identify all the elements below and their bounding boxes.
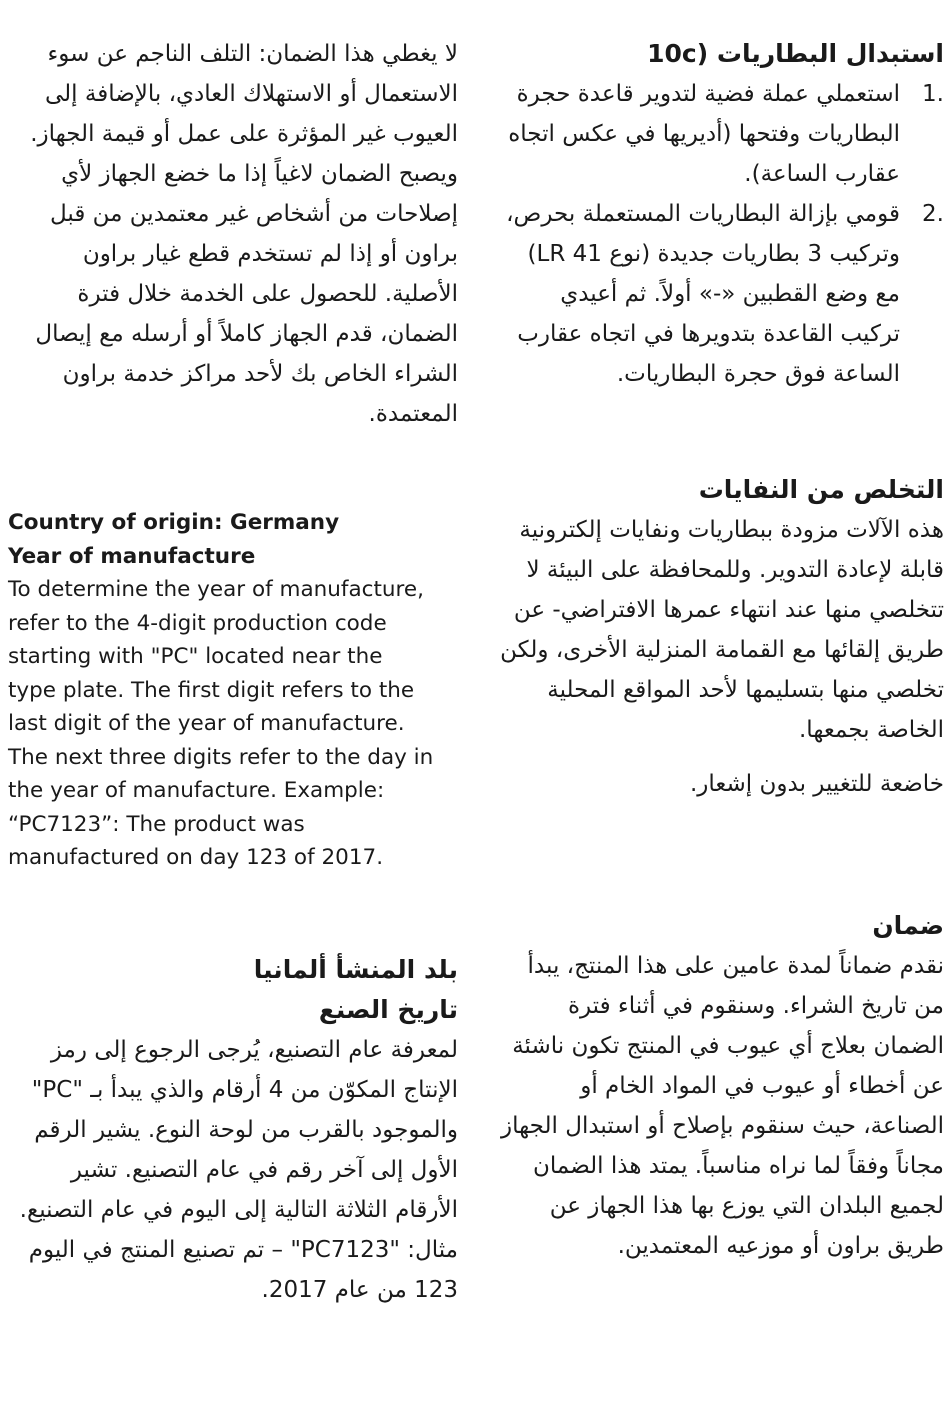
origin-line: starting with "PC" located near the (8, 644, 383, 669)
step-text: استعملي عملة فضية لتدوير قاعدة حجرة البطاريات وفتحها (أديريها في عكس اتجاه عقارب الساعة). (508, 81, 900, 187)
origin-arabic-section (8, 950, 458, 1310)
country-of-origin: Country of origin: Germany (8, 510, 340, 535)
origin-english-section (8, 506, 478, 875)
disposal-text: هذه الآلات مزودة ببطاريات ونفايات إلكترونية قابلة لإعادة التدوير. وللمحافظة على البيئة لا تتخلصي منها عند انتهاء عمرها الافتراضي- عن طريق إلقائها مع القمامة المنزلية الأخرى، ولكن تخلصي منها بتسليمها لأحد المواقع المحلية الخاصة بجمعها. (500, 517, 944, 743)
warranty-section (497, 906, 944, 1266)
year-heading-ar: تاريخ الصنع (318, 995, 458, 1024)
warranty-text: نقدم ضماناً لمدة عامين على هذا المنتج، يبدأ من تاريخ الشراء. وسنقوم في أثناء فترة الضمان بعلاج أي عيوب في المنتج تكون ناشئة عن أخطاء أو عيوب في المواد الخام أو الصناعة، حيث سنقوم بإصلاح أو استبدال الجهاز مجاناً وفقاً لما نراه مناسباً. يمتد هذا الضمان لجميع البلدان التي يوزع بها هذا الجهاز عن طريق براون أو موزعيه المعتمدين. (500, 953, 944, 1259)
step-text: قومي بإزالة البطاريات المستعملة بحرص، وتركيب 3 بطاريات جديدة (نوع LR 41) مع وضع القطبين «-» أولاً. ثم أعيدي تركيب القاعدة بتدويرها في اتجاه عقارب الساعة فوق حجرة البطاريات. (506, 201, 900, 387)
origin-text-ar: لمعرفة عام التصنيع، يُرجى الرجوع إلى رمز الإنتاج المكوّن من 4 أرقام والذي يبدأ بـ "PC" والموجود بالقرب من لوحة النوع. يشير الرقم الأول إلى آخر رقم في عام التصنيع. تشير الأرقام الثلاثة التالية إلى اليوم في عام التصنيع. مثال: "PC7123" – تم تصنيع المنتج في اليوم 123 من عام 2017. (19, 1037, 458, 1303)
origin-line: type plate. The first digit refers to the (8, 677, 415, 703)
disposal-heading: التخلص من النفايات (698, 475, 944, 504)
origin-line: The next three digits refer to the day in (8, 744, 434, 770)
warranty-heading: ضمان (872, 911, 944, 940)
change-notice: خاضعة للتغيير بدون إشعار. (690, 771, 944, 797)
battery-step-2 (497, 194, 944, 394)
battery-heading: استبدال البطاريات (10c (647, 39, 944, 68)
origin-line: To determine the year of manufacture, (8, 577, 424, 602)
origin-line: last digit of the year of manufacture. (8, 711, 405, 736)
step-number: 2. (922, 201, 944, 227)
origin-line: the year of manufacture. Example: (8, 778, 385, 803)
step-number: 1. (922, 81, 944, 107)
battery-step-1 (497, 74, 944, 194)
origin-line: “PC7123”: The product was (8, 811, 305, 837)
disposal-section (497, 470, 944, 804)
origin-line: manufactured on day 123 of 2017. (8, 845, 384, 870)
origin-line: refer to the 4-digit production code (8, 610, 387, 636)
warranty-continued-text: لا يغطي هذا الضمان: التلف الناجم عن سوء الاستعمال أو الاستهلاك العادي، بالإضافة إلى العيوب غير المؤثرة على عمل أو قيمة الجهاز. ويصبح الضمان لاغياً إذا ما خضع الجهاز لأي إصلاحات من أشخاص غير معتمدين من قبل براون أو إذا لم تستخدم قطع غيار براون الأصلية. للحصول على الخدمة خلال فترة الضمان، قدم الجهاز كاملاً أو أرسله مع إيصال الشراء الخاص بك لأحد مراكز خدمة براون المعتمدة. (30, 41, 458, 427)
year-heading: Year of manufacture (8, 543, 256, 569)
warranty-continued-section (8, 34, 458, 434)
battery-section (497, 34, 944, 394)
country-of-origin-ar: بلد المنشأ ألمانيا (253, 955, 458, 984)
